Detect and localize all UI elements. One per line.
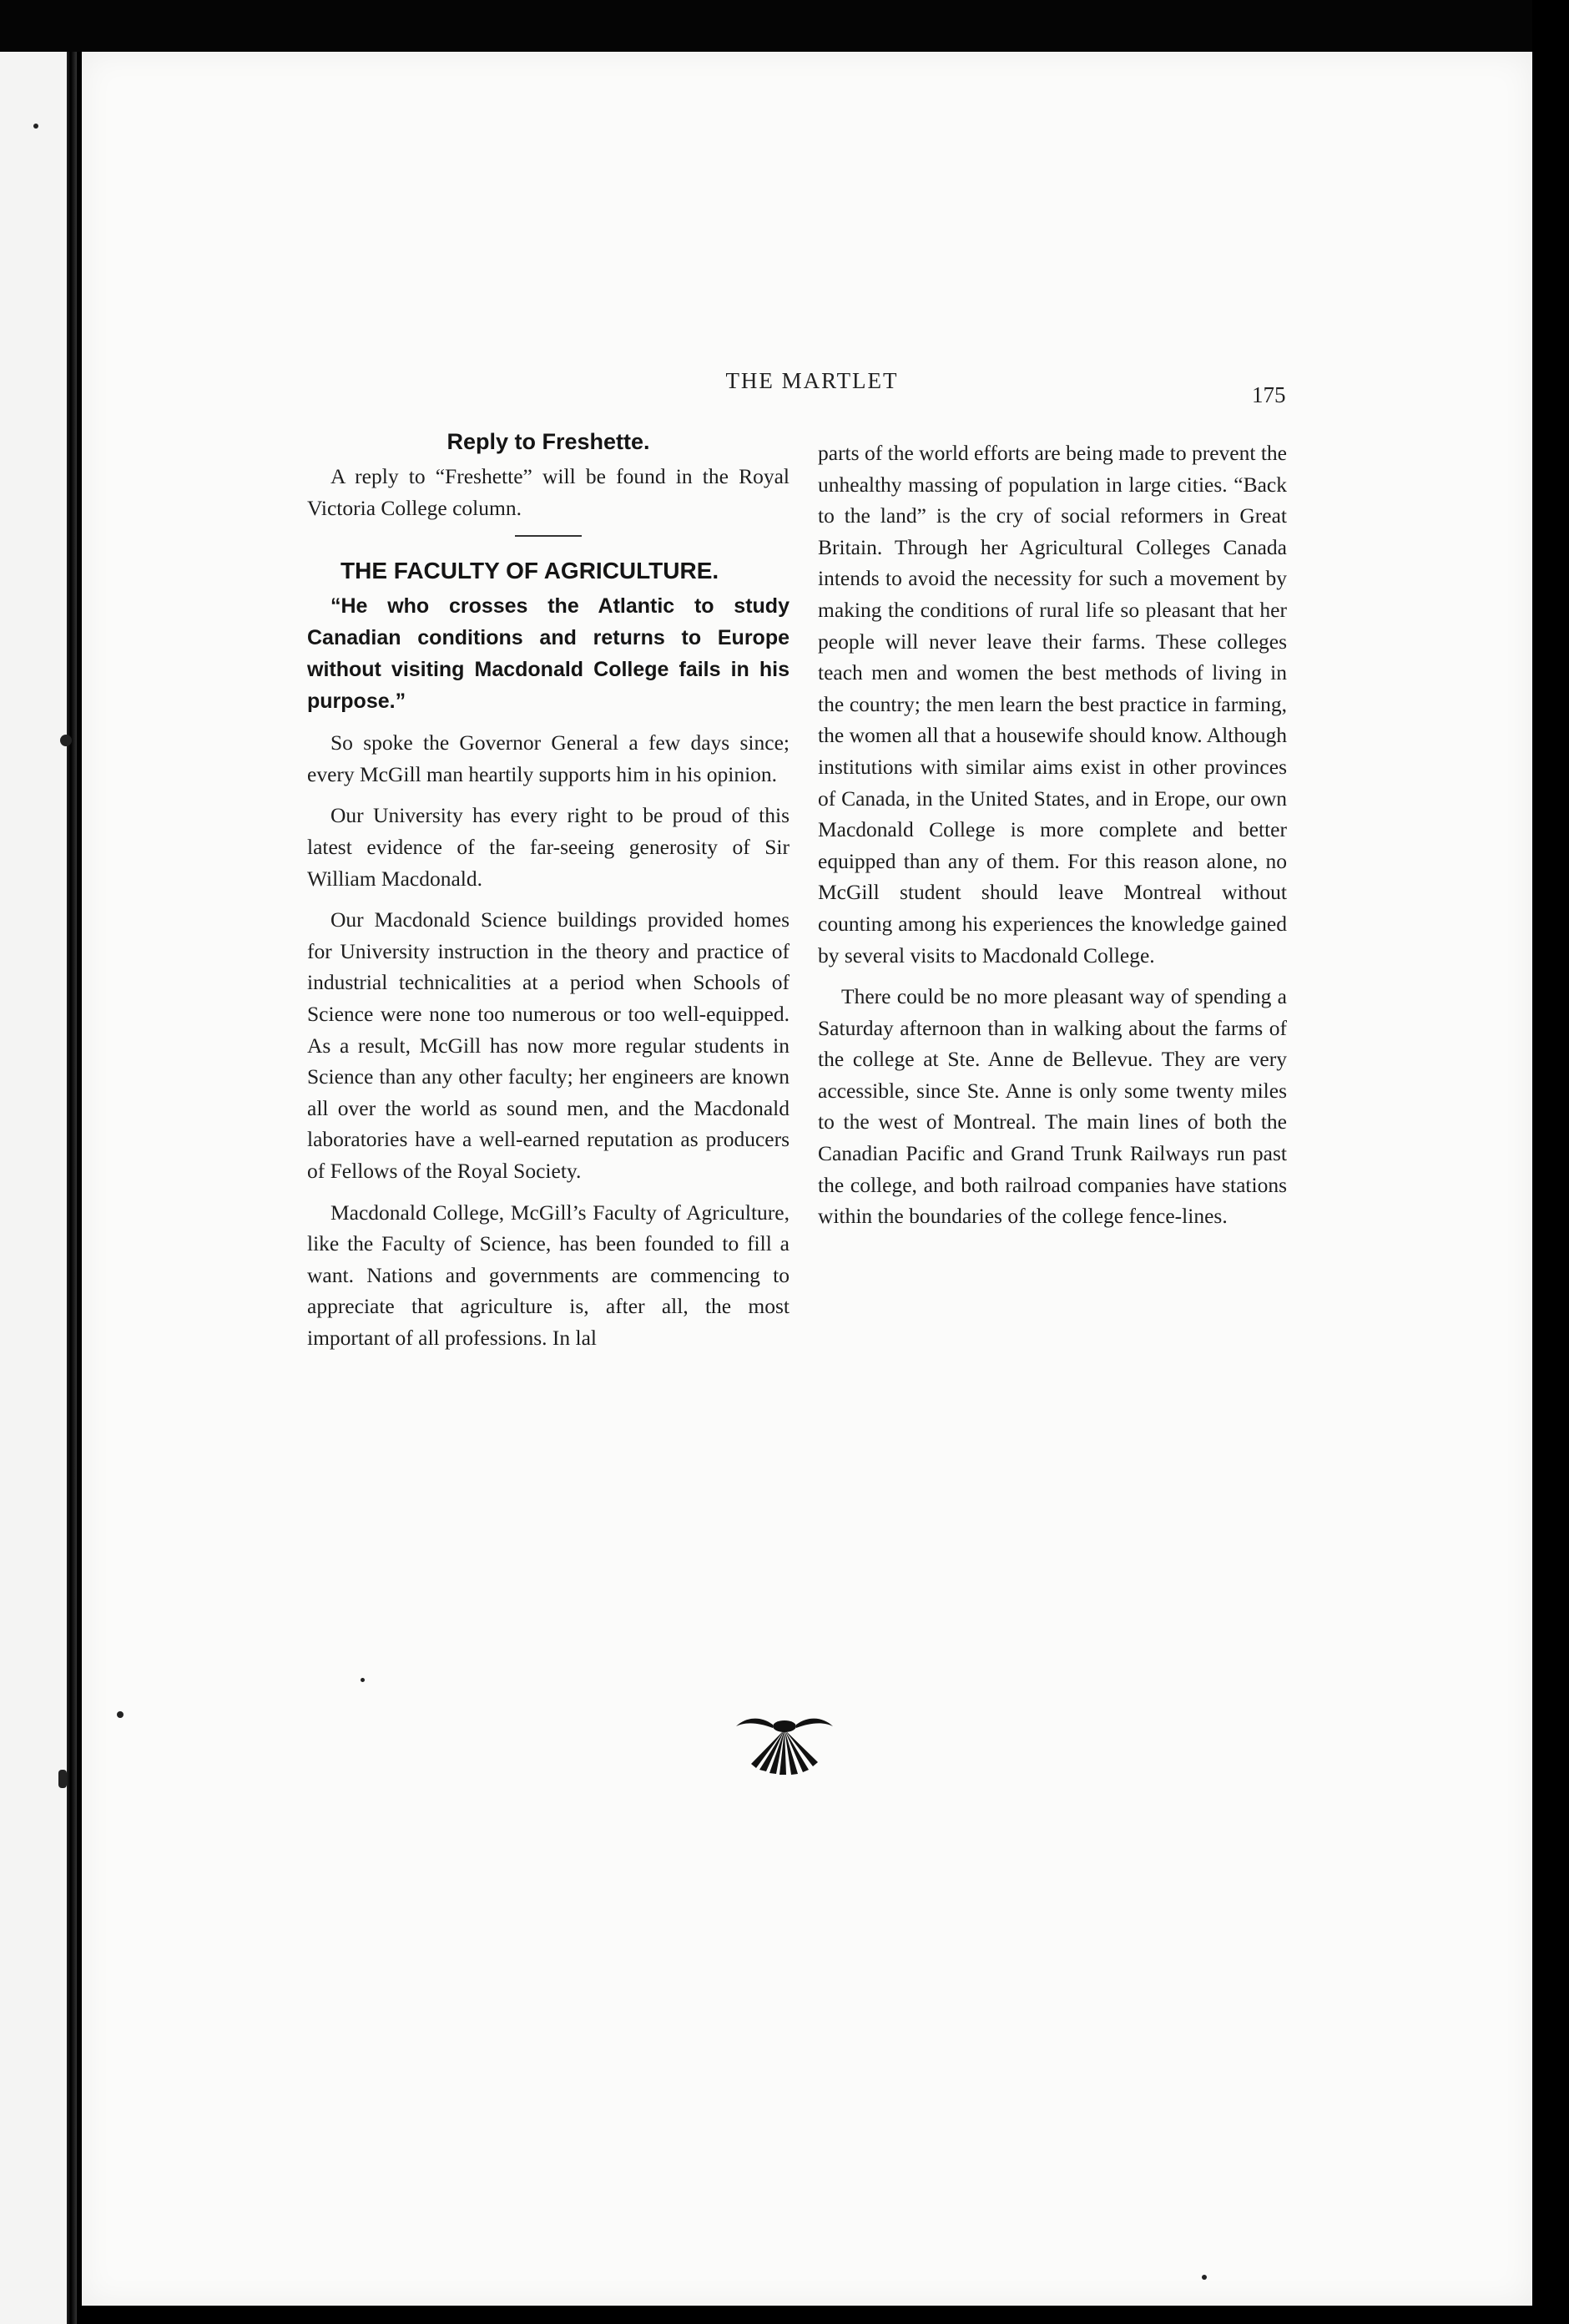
faculty-heading: THE FACULTY OF AGRICULTURE. [341, 558, 719, 584]
paragraph: parts of the world efforts are being made to prevent the unhealthy massing of population in large cities. “Back to the land” is the cry of social reformers in Great Britain. Through her Agricultural Colleges Canada intends to avoid the necessity for such a movement by making the conditions of rural life so pleasant that her people will never leave their farms. These colleges teach men and women the best methods of living in the country; the men learn the best practice in farming, the women all that a housewife should know. Although institutions with similar aims exist in other provinces of Canada, in the United States, and in Erope, our own Macdonald College is more complete and better equipped than any of them. For this reason alone, no McGill student should leave Montreal without counting among his experiences the knowledge gained by several visits to Macdonald College. [818, 441, 1287, 967]
paragraph: Macdonald College, McGill’s Faculty of Agriculture, like the Faculty of Science, has been founded to fill a want. Nations and governments are commencing to appreciate that agriculture is, after all, the most important of all professions. In lal [307, 1200, 790, 1350]
scan-right-border [1532, 0, 1569, 2324]
page-number: 175 [1252, 382, 1286, 407]
dust-speck [1202, 2275, 1207, 2280]
dust-speck [361, 1678, 365, 1682]
dust-speck [58, 1770, 67, 1788]
dust-speck [60, 735, 72, 746]
facing-page-edge [0, 52, 67, 2324]
reply-heading: Reply to Freshette. [446, 429, 650, 454]
right-column [818, 437, 1287, 1242]
fan-ornament-icon [726, 1711, 843, 1778]
paragraph: So spoke the Governor General a few days since; every McGill man heartily supports him in his opinion. [307, 730, 790, 786]
paragraph: Our University has every right to be proud of this latest evidence of the far-seeing generosity of Sir William Macdonald. [307, 803, 790, 891]
binding-shadow [67, 52, 77, 2324]
running-title: THE MARTLET [725, 368, 899, 393]
scan-top-border [0, 0, 1569, 52]
reply-text: A reply to “Freshette” will be found in the Royal Victoria College column. [307, 464, 790, 520]
dust-speck [33, 124, 38, 129]
governor-quote: “He who crosses the Atlantic to study Canadian conditions and returns to Europe without visiting Macdonald College fails in his purpose.” [307, 594, 790, 714]
paragraph: There could be no more pleasant way of spending a Saturday afternoon than in walking about the farms of the college at Ste. Anne de Bellevue. They are very accessible, since Ste. Anne is only some twenty miles to the west of Montreal. The main lines of both the Canadian Pacific and Grand Trunk Railways run past the college, and both railroad companies have stations within the boundaries of the college fence-lines. [818, 984, 1287, 1229]
paragraph: Our Macdonald Science buildings provided homes for University instruction in the theory and practice of industrial technicalities at a period when Schools of Science were none too numerous or too well-equipped. As a result, McGill has now more regular students in Science than any other faculty; her engineers are known all over the world as sound men, and the Macdonald laboratories have a well-earned reputation as producers of Fellows of the Royal Society. [307, 907, 790, 1183]
dust-speck [117, 1711, 124, 1718]
left-column [307, 426, 790, 1363]
section-divider [515, 535, 582, 537]
